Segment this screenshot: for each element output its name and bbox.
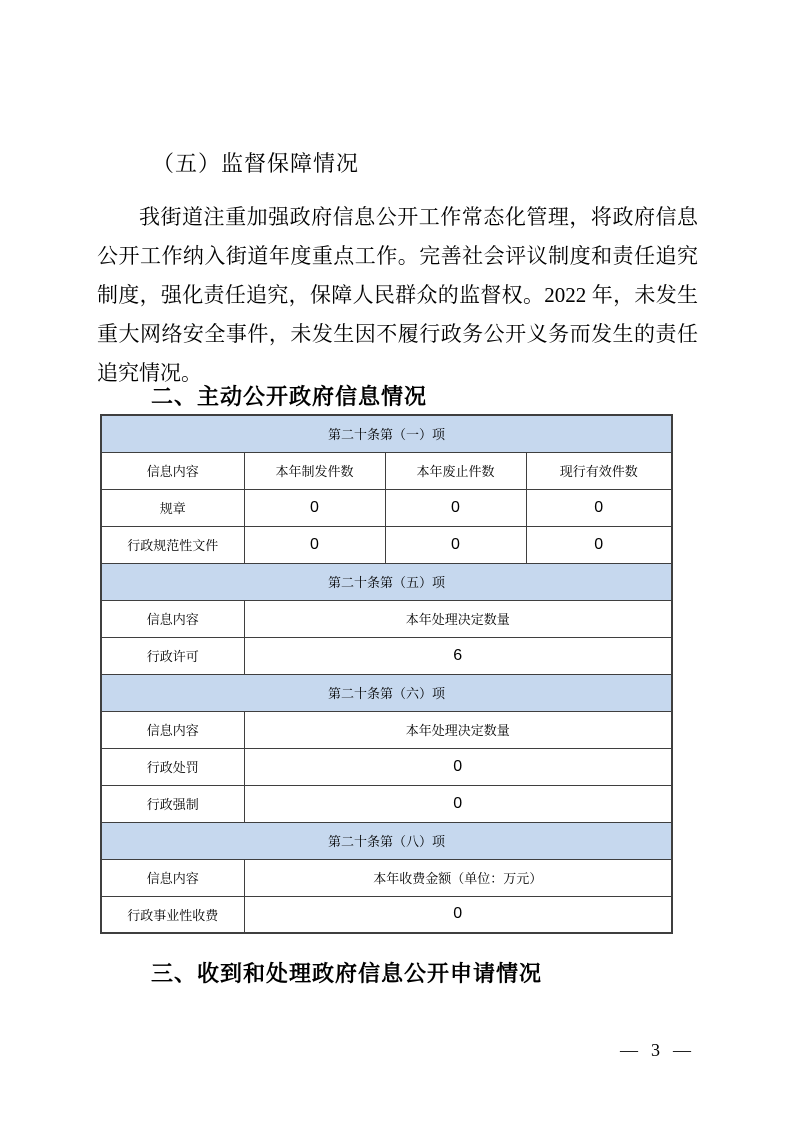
table-cell-value: 0 bbox=[244, 489, 385, 526]
page-number-dash-right: — bbox=[673, 1040, 692, 1060]
table-column-header: 现行有效件数 bbox=[526, 452, 672, 489]
table-cell-value: 0 bbox=[244, 526, 385, 563]
table-column-header: 本年制发件数 bbox=[244, 452, 385, 489]
table-column-header: 信息内容 bbox=[101, 600, 244, 637]
table-column-header: 信息内容 bbox=[101, 711, 244, 748]
table-column-header: 信息内容 bbox=[101, 859, 244, 896]
table-row-label: 行政规范性文件 bbox=[101, 526, 244, 563]
table-column-header: 本年废止件数 bbox=[385, 452, 526, 489]
table-cell-value: 6 bbox=[244, 637, 672, 674]
table-row-label: 规章 bbox=[101, 489, 244, 526]
table-column-header: 信息内容 bbox=[101, 452, 244, 489]
table-section-header: 第二十条第（八）项 bbox=[101, 822, 672, 859]
table-column-header: 本年收费金额（单位：万元） bbox=[244, 859, 672, 896]
table-column-header: 本年处理决定数量 bbox=[244, 711, 672, 748]
table-row-label: 行政许可 bbox=[101, 637, 244, 674]
table-section-header: 第二十条第（五）项 bbox=[101, 563, 672, 600]
table-column-header: 本年处理决定数量 bbox=[244, 600, 672, 637]
table-cell-value: 0 bbox=[385, 526, 526, 563]
table-cell-value: 0 bbox=[385, 489, 526, 526]
table-section-header: 第二十条第（一）项 bbox=[101, 415, 672, 452]
page-number-value: 3 bbox=[651, 1040, 661, 1060]
section-heading-two: 二、主动公开政府信息情况 bbox=[151, 384, 428, 409]
table-cell-value: 0 bbox=[244, 785, 672, 822]
table-cell-value: 0 bbox=[526, 489, 672, 526]
page-number-dash-left: — bbox=[620, 1040, 639, 1060]
disclosure-table bbox=[100, 414, 673, 934]
table-row-label: 行政事业性收费 bbox=[101, 896, 244, 933]
page-number bbox=[0, 1040, 692, 1061]
table-cell-value: 0 bbox=[244, 748, 672, 785]
table-row-label: 行政强制 bbox=[101, 785, 244, 822]
section-heading-three: 三、收到和处理政府信息公开申请情况 bbox=[151, 961, 543, 986]
section-heading-five: （五）监督保障情况 bbox=[152, 151, 360, 176]
table-cell-value: 0 bbox=[244, 896, 672, 933]
body-paragraph: 我街道注重加强政府信息公开工作常态化管理，将政府信息公开工作纳入街道年度重点工作。完善社会评议制度和责任追究制度，强化责任追究，保障人民群众的监督权。2022 年，未发生重大网络安全事件，未发生因不履行政务公开义务而发生的责任追究情况。 bbox=[97, 205, 698, 385]
table-section-header: 第二十条第（六）项 bbox=[101, 674, 672, 711]
table-row-label: 行政处罚 bbox=[101, 748, 244, 785]
table-cell-value: 0 bbox=[526, 526, 672, 563]
